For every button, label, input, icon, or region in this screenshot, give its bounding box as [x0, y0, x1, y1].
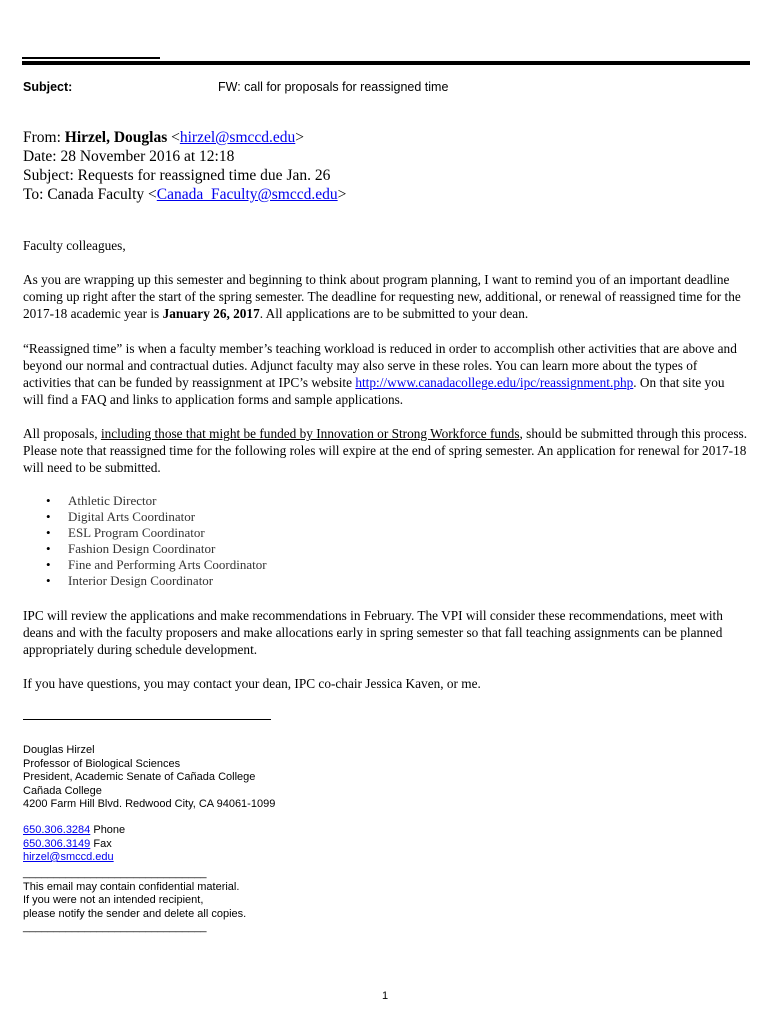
bullet-icon: •	[46, 557, 51, 572]
list-item	[23, 493, 267, 509]
signature-block	[23, 744, 275, 812]
list-item	[23, 509, 267, 525]
p3-text-end: , should be submitted through this process. Please note that reassigned time for the following roles will expire at the end of spring semester. An application for renewal for 2017-18 will need to be submitted.	[23, 426, 748, 475]
from-line: From: Hirzel, Douglas <hirzel@smccd.edu>	[23, 129, 305, 146]
bullet-icon: •	[46, 525, 51, 540]
role-label: Interior Design Coordinator	[68, 573, 214, 588]
fax-link[interactable]: 650.306.3149	[23, 837, 91, 850]
from-email-link[interactable]: hirzel@smccd.edu	[179, 129, 296, 146]
signature-email-link[interactable]: hirzel@smccd.edu	[23, 851, 114, 863]
to-prefix: To: Canada Faculty <	[23, 186, 157, 203]
role-label: Fashion Design Coordinator	[68, 541, 216, 556]
email-header	[23, 128, 346, 204]
list-item	[23, 573, 267, 589]
phone-line	[23, 824, 125, 838]
phone-label: Phone	[90, 824, 126, 836]
role-label: Digital Arts Coordinator	[68, 509, 196, 524]
p1-text-end: . All applications are to be submitted to your dean.	[259, 306, 529, 321]
disclaimer-rule-bottom: ______________________________	[23, 921, 207, 933]
subject-value: FW: call for proposals for reassigned time	[218, 80, 449, 94]
disclaimer-rule-top: ______________________________	[23, 867, 207, 879]
role-label: Athletic Director	[68, 493, 157, 508]
header-rule	[22, 61, 750, 65]
ipc-website-link[interactable]: http://www.canadacollege.edu/ipc/reassignment.php	[355, 375, 634, 390]
p2-text: “Reassigned time” is when a faculty member’s teaching workload is reduced in order to accomplish other activities that are above and beyond our normal and contractual duties. Adjunct faculty may also serve in these roles. You can learn more about the types of activities that can be funded by reassignment at IPC’s website	[23, 341, 737, 390]
phone-link[interactable]: 650.306.3284	[23, 824, 91, 836]
paragraph-ipc-review: IPC will review the applications and make recommendations in February. The VPI will consider these recommendations, meet with deans and with the faculty proposers and make allocations early in spring semester so that fall teaching assignments can be planned appropriately during schedule development.	[23, 608, 723, 657]
role-label: ESL Program Coordinator	[68, 525, 205, 540]
fax-line	[23, 838, 125, 852]
roles-list	[23, 493, 267, 589]
page-number: 1	[381, 990, 389, 1002]
list-item	[23, 541, 267, 557]
fax-label: Fax	[90, 837, 112, 850]
subject-label: Subject:	[23, 80, 73, 94]
role-label: Fine and Performing Arts Coordinator	[68, 557, 267, 572]
signature-name: Douglas Hirzel	[23, 744, 95, 756]
subject-line: Subject: Requests for reassigned time due Jan. 26	[23, 167, 331, 184]
from-prefix: From:	[23, 129, 65, 146]
disclaimer-line: If you were not an intended recipient,	[23, 894, 204, 906]
bullet-icon: •	[46, 573, 51, 588]
to-line	[23, 185, 346, 204]
signature-college: Cañada College	[23, 784, 102, 797]
from-name: Hirzel, Douglas	[64, 129, 168, 146]
bullet-icon: •	[46, 509, 51, 524]
funds-underline: including those that might be funded by Innovation or Strong Workforce funds	[100, 426, 520, 441]
header-rule-short	[22, 57, 160, 59]
signature-role: President, Academic Senate of Cañada College	[23, 771, 256, 783]
bullet-icon: •	[46, 493, 51, 508]
paragraph-deadline	[23, 271, 748, 322]
list-item	[23, 525, 267, 541]
signature-title: Professor of Biological Sciences	[23, 757, 181, 770]
p2-text-end: . On that site you will find a FAQ and links to application forms and sample applications.	[23, 375, 725, 407]
disclaimer-block	[23, 867, 246, 935]
paragraph-proposals	[23, 425, 748, 476]
to-email-link[interactable]: Canada_Faculty@smccd.edu	[156, 186, 338, 203]
disclaimer-line: please notify the sender and delete all copies.	[23, 907, 247, 920]
signature-divider	[23, 719, 271, 720]
bullet-icon: •	[46, 541, 51, 556]
contact-block	[23, 824, 125, 865]
date-line: Date: 28 November 2016 at 12:18	[23, 148, 235, 165]
greeting: Faculty colleagues,	[23, 238, 126, 253]
email-line	[23, 851, 125, 865]
paragraph-questions: If you have questions, you may contact your dean, IPC co-chair Jessica Kaven, or me.	[23, 676, 481, 691]
paragraph-reassigned-time	[23, 340, 748, 408]
signature-address: 4200 Farm Hill Blvd. Redwood City, CA 94061-1099	[23, 798, 276, 810]
deadline-date: January 26, 2017	[162, 306, 260, 321]
p3-text: All proposals,	[23, 426, 101, 441]
p1-text: As you are wrapping up this semester and beginning to think about program planning, I want to remind you of an important deadline coming up right after the start of the spring semester. The deadline for requesting new, additional, or renewal of reassigned time for the 2017-18 academic year is	[23, 272, 741, 321]
disclaimer-line: This email may contain confidential material.	[23, 880, 240, 893]
list-item	[23, 557, 267, 573]
to-suffix: >	[337, 186, 347, 203]
